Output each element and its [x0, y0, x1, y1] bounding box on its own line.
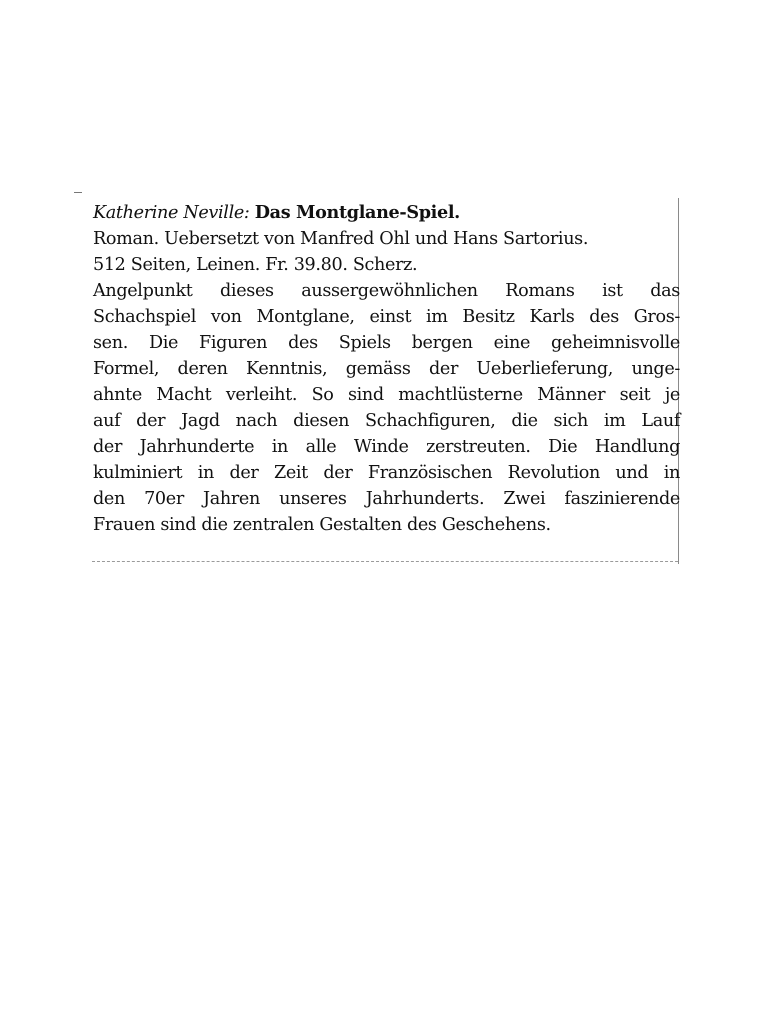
review-body-line-last: Frauen sind die zentralen Gestalten des Geschehens.	[93, 515, 551, 535]
review-body-line: kulminiert in der Zeit der Französischen Revolution und in	[93, 463, 680, 483]
author-name: Katherine Neville:	[93, 203, 250, 223]
review-body-line: der Jahrhunderte in alle Winde zerstreuten. Die Handlung	[93, 437, 680, 457]
review-body-line: den 70er Jahren unseres Jahrhunderts. Zwei faszinierende	[93, 489, 680, 509]
review-heading	[93, 200, 680, 226]
clipping-corner-mark	[74, 192, 82, 193]
clipping-bottom-edge	[92, 561, 678, 562]
review-body-line: Schachspiel von Montglane, einst im Besitz Karls des Gros-	[93, 307, 680, 327]
review-body-line: ahnte Macht verleiht. So sind machtlüsterne Männer seit je	[93, 385, 680, 405]
publication-info-line-1: Roman. Uebersetzt von Manfred Ohl und Hans Sartorius.	[93, 229, 589, 249]
book-review-clipping	[93, 200, 680, 538]
review-body-line: auf der Jagd nach diesen Schachfiguren, die sich im Lauf	[93, 411, 680, 431]
review-body-line: Angelpunkt dieses aussergewöhnlichen Romans ist das	[93, 281, 680, 301]
review-body-line: Formel, deren Kenntnis, gemäss der Ueberlieferung, unge-	[93, 359, 680, 379]
book-title: Das Montglane-Spiel.	[254, 202, 460, 223]
review-body-line: sen. Die Figuren des Spiels bergen eine geheimnisvolle	[93, 333, 680, 353]
publication-info-line-2: 512 Seiten, Leinen. Fr. 39.80. Scherz.	[93, 255, 418, 275]
